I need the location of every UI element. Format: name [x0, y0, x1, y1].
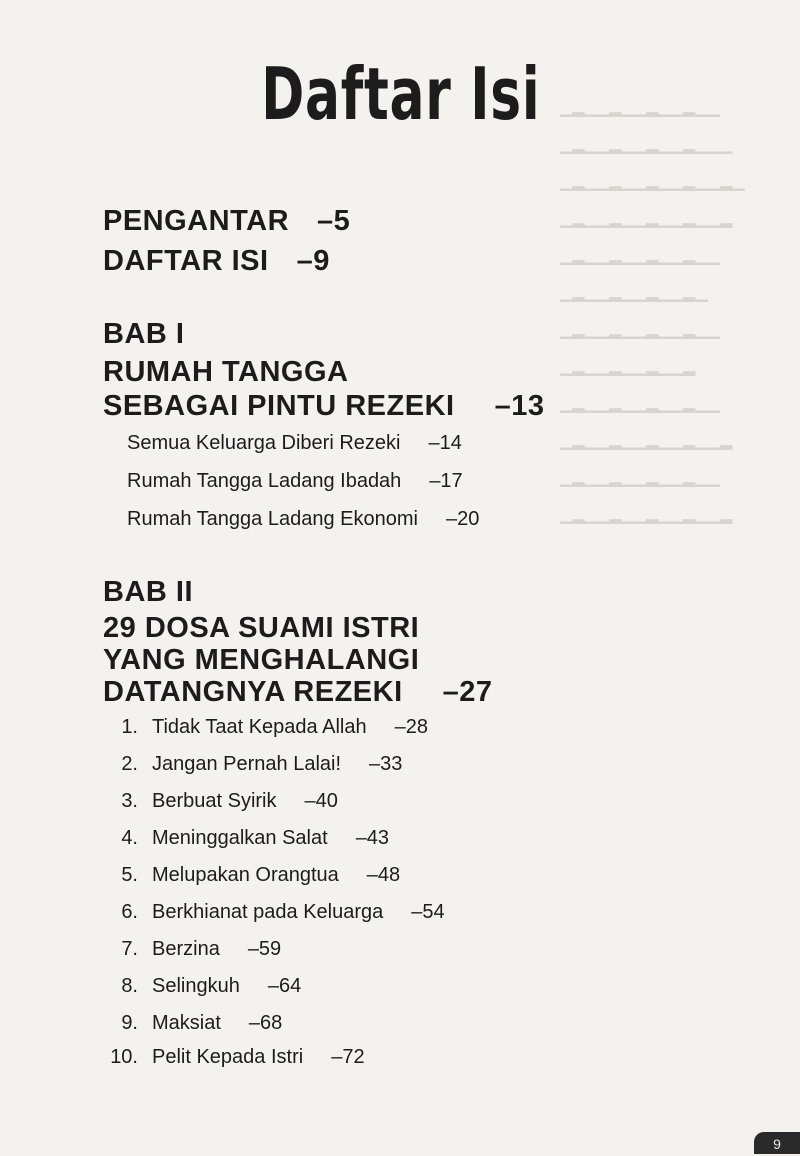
toc-entry-label: Tidak Taat Kepada Allah: [152, 716, 367, 738]
toc-entry-pengantar[interactable]: [103, 205, 350, 238]
item-number: 7.: [121, 938, 138, 960]
toc-page-number: –14: [428, 432, 462, 454]
toc-numbered-item[interactable]: [100, 790, 338, 813]
show-through-texture: ▁▂▁▁▂▁▁▂▁▁▂▁▁ ▁▂▁▁▂▁▁▂▁▁▂▁▁▁ ▁▂▁▁▂▁▁▂▁▁▂▁▁▂▁ ▁▂▁▁▂▁▁▂▁▁▂▁▁▂ ▁▂▁▁▂▁▁▂▁▁▂▁▁ ▁▂▁▁▂▁▁▂▁▁▂▁ ▁▂▁▁▂▁▁▂▁▁▂▁▁ ▁▂▁▁▂▁▁▂▁▁▂ ▁▂▁▁▂▁▁▂▁▁▂▁▁ ▁▂▁▁▂▁▁▂▁▁▂▁▁▂ ▁▂▁▁▂▁▁▂▁▁▂▁▁ ▁▂▁▁▂▁▁▂▁▁▂▁▁▂: [560, 100, 745, 524]
toc-numbered-item[interactable]: [100, 938, 281, 961]
toc-page-number: –5: [317, 205, 351, 237]
toc-numbered-item[interactable]: [100, 864, 400, 887]
toc-entry-label: Melupakan Orangtua: [152, 864, 339, 886]
toc-page-number: –33: [369, 753, 403, 775]
toc-entry-label: Meninggalkan Salat: [152, 827, 328, 849]
toc-numbered-item[interactable]: [100, 975, 301, 998]
page-folio: 9: [754, 1132, 800, 1154]
toc-page-number: –43: [355, 827, 390, 849]
toc-page-number: –40: [304, 790, 338, 812]
item-number: 8.: [121, 975, 138, 997]
toc-entry-label: Maksiat: [152, 1012, 221, 1034]
item-number: 10.: [110, 1046, 138, 1068]
item-number: 9.: [121, 1012, 138, 1034]
item-number: 1.: [121, 716, 138, 738]
item-number: 4.: [121, 827, 138, 849]
toc-numbered-item[interactable]: [100, 753, 402, 776]
toc-section-entry[interactable]: [127, 470, 463, 493]
toc-entry-label: PENGANTAR: [103, 205, 290, 237]
toc-section-entry[interactable]: [127, 508, 479, 531]
toc-page-number: –68: [248, 1012, 283, 1034]
toc-entry-label: Rumah Tangga Ladang Ibadah: [127, 470, 402, 492]
toc-page-number: –59: [247, 938, 282, 960]
toc-entry-daftar-isi[interactable]: [103, 245, 330, 278]
chapter-title-line: 29 DOSA SUAMI ISTRI: [103, 612, 420, 644]
toc-numbered-item[interactable]: [100, 901, 445, 924]
toc-entry-label: Berkhianat pada Keluarga: [152, 901, 384, 923]
page-title: Daftar Isi: [261, 52, 541, 136]
chapter-heading-bab-1: BAB I: [103, 318, 185, 350]
toc-section-entry[interactable]: [127, 432, 462, 455]
toc-page-number: –48: [366, 864, 401, 886]
toc-page-number: –17: [429, 470, 463, 492]
chapter-title-line: RUMAH TANGGA: [103, 356, 349, 388]
toc-entry-label: Selingkuh: [152, 975, 240, 997]
toc-entry-label: Berzina: [152, 938, 220, 960]
toc-entry-label: Rumah Tangga Ladang Ekonomi: [127, 508, 418, 530]
toc-entry-bab-2[interactable]: [103, 676, 493, 709]
toc-numbered-item[interactable]: [100, 1012, 282, 1035]
chapter-title-line: SEBAGAI PINTU REZEKI: [103, 390, 455, 422]
toc-entry-label: Pelit Kepada Istri: [152, 1046, 304, 1068]
chapter-title-line: YANG MENGHALANGI: [103, 644, 420, 676]
toc-numbered-item[interactable]: [100, 1046, 365, 1069]
item-number: 3.: [121, 790, 138, 812]
toc-page-number: –13: [494, 390, 545, 422]
toc-entry-label: DAFTAR ISI: [103, 245, 269, 277]
toc-entry-label: Semua Keluarga Diberi Rezeki: [127, 432, 401, 454]
item-number: 6.: [121, 901, 138, 923]
toc-numbered-item[interactable]: [100, 716, 428, 739]
toc-numbered-item[interactable]: [100, 827, 389, 850]
toc-entry-bab-1[interactable]: [103, 390, 544, 423]
item-number: 2.: [121, 753, 138, 775]
toc-page-number: –9: [296, 245, 330, 277]
toc-page-number: –20: [445, 508, 480, 530]
chapter-title-line: DATANGNYA REZEKI: [103, 676, 403, 708]
toc-entry-label: Berbuat Syirik: [152, 790, 277, 812]
toc-entry-label: Jangan Pernah Lalai!: [152, 753, 342, 775]
toc-page-number: –27: [442, 676, 493, 708]
toc-page-number: –28: [394, 716, 428, 738]
item-number: 5.: [121, 864, 138, 886]
toc-page-number: –64: [267, 975, 302, 997]
toc-page-number: –72: [331, 1046, 365, 1068]
toc-page-number: –54: [411, 901, 445, 923]
chapter-heading-bab-2: BAB II: [103, 576, 193, 608]
